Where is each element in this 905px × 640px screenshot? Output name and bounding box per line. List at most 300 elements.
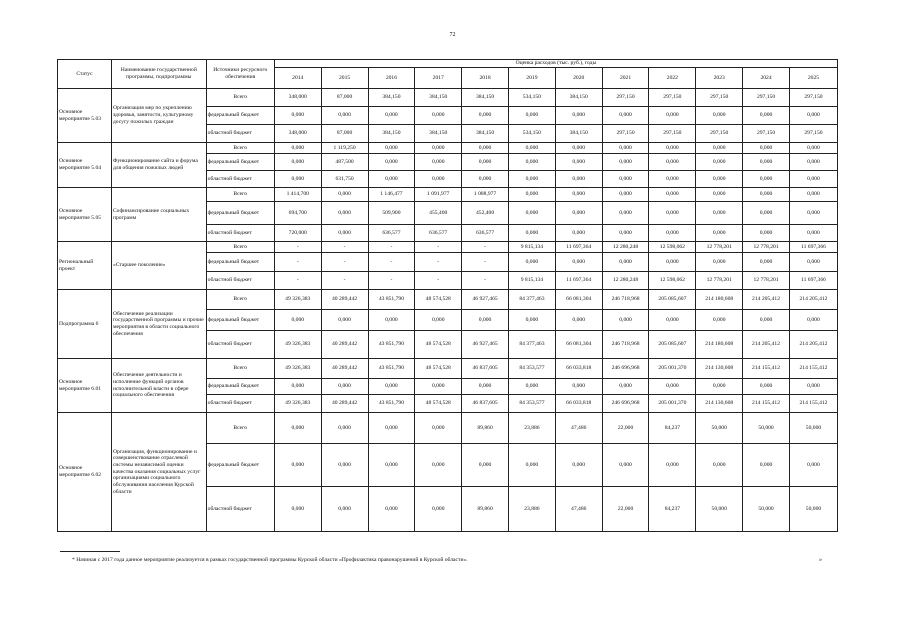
value-cell: 22,000 bbox=[602, 487, 649, 532]
value-cell: 0,000 bbox=[555, 107, 602, 125]
row-source: федеральный бюджет bbox=[206, 107, 274, 125]
table-row bbox=[58, 242, 838, 253]
value-cell: - bbox=[462, 253, 509, 272]
value-cell: 0,000 bbox=[602, 379, 649, 395]
value-cell: 0,000 bbox=[274, 487, 321, 532]
value-cell: 0,000 bbox=[321, 225, 368, 242]
value-cell: 0,000 bbox=[602, 310, 649, 331]
value-cell: 205 001,370 bbox=[649, 359, 696, 379]
value-cell: 0,000 bbox=[555, 444, 602, 487]
value-cell: 89,860 bbox=[462, 487, 509, 532]
value-cell: 297,150 bbox=[649, 89, 696, 107]
value-cell: 297,150 bbox=[789, 125, 837, 143]
value-cell: - bbox=[274, 272, 321, 290]
value-cell: 214 155,412 bbox=[743, 395, 790, 413]
value-cell: 0,000 bbox=[321, 379, 368, 395]
value-cell: 12 598,062 bbox=[649, 242, 696, 253]
value-cell: 0,000 bbox=[368, 310, 415, 331]
value-cell: 631,750 bbox=[321, 171, 368, 188]
value-cell: 246 696,968 bbox=[602, 395, 649, 413]
value-cell: 46 837,605 bbox=[462, 395, 509, 413]
value-cell: 384,150 bbox=[415, 89, 462, 107]
value-cell: 0,000 bbox=[696, 188, 743, 202]
value-cell: 384,150 bbox=[555, 125, 602, 143]
value-cell: - bbox=[274, 253, 321, 272]
row-name: Организация мер по укреплению здоровья, занятости, культурному досугу пожилых граждан bbox=[111, 89, 206, 143]
value-cell: 0,000 bbox=[274, 444, 321, 487]
value-cell: 348,000 bbox=[274, 125, 321, 143]
value-cell: 0,000 bbox=[696, 253, 743, 272]
row-status: Основное мероприятие 5.04 bbox=[58, 143, 112, 188]
row-source: Всего bbox=[206, 290, 274, 310]
value-cell: 0,000 bbox=[321, 487, 368, 532]
value-cell: 0,000 bbox=[508, 107, 555, 125]
year-header: 2024 bbox=[743, 68, 790, 89]
header-sources: Источники ресурсного обеспечения bbox=[206, 60, 274, 89]
footnote-end-mark: » bbox=[819, 557, 822, 563]
value-cell: 384,150 bbox=[368, 89, 415, 107]
value-cell: 0,000 bbox=[321, 188, 368, 202]
value-cell: 0,000 bbox=[696, 171, 743, 188]
value-cell: 246 718,968 bbox=[602, 290, 649, 310]
value-cell: - bbox=[368, 253, 415, 272]
row-source: Всего bbox=[206, 89, 274, 107]
value-cell: - bbox=[415, 253, 462, 272]
value-cell: 0,000 bbox=[555, 202, 602, 225]
value-cell: 46 927,465 bbox=[462, 331, 509, 359]
table-row bbox=[58, 143, 838, 154]
value-cell: 0,000 bbox=[368, 444, 415, 487]
value-cell: 0,000 bbox=[462, 379, 509, 395]
value-cell: 12 778,201 bbox=[696, 272, 743, 290]
value-cell: 0,000 bbox=[649, 154, 696, 171]
row-status: Основное мероприятие 5.03 bbox=[58, 89, 112, 143]
value-cell: 0,000 bbox=[649, 310, 696, 331]
value-cell: 0,000 bbox=[274, 154, 321, 171]
value-cell: 1 146,477 bbox=[368, 188, 415, 202]
value-cell: 205 085,607 bbox=[649, 331, 696, 359]
footnote: * Начиная с 2017 года данное мероприятие реализуется в рамках государственной программы Курской области «Профилактика правонарушений в Курской области». bbox=[72, 557, 468, 563]
value-cell: 0,000 bbox=[696, 379, 743, 395]
value-cell: 0,000 bbox=[415, 413, 462, 444]
value-cell: 0,000 bbox=[321, 202, 368, 225]
page-number: 72 bbox=[449, 32, 456, 38]
value-cell: 0,000 bbox=[555, 379, 602, 395]
row-source: областной бюджет bbox=[206, 395, 274, 413]
value-cell: 40 289,442 bbox=[321, 395, 368, 413]
value-cell: 0,000 bbox=[743, 107, 790, 125]
value-cell: 0,000 bbox=[555, 171, 602, 188]
value-cell: 0,000 bbox=[462, 107, 509, 125]
row-source: областной бюджет bbox=[206, 225, 274, 242]
value-cell: 0,000 bbox=[789, 188, 837, 202]
value-cell: 214 180,608 bbox=[696, 290, 743, 310]
value-cell: 297,150 bbox=[602, 89, 649, 107]
value-cell: 0,000 bbox=[602, 143, 649, 154]
value-cell: 1 088,977 bbox=[462, 188, 509, 202]
value-cell: 48 574,528 bbox=[415, 331, 462, 359]
value-cell: 509,900 bbox=[368, 202, 415, 225]
row-source: федеральный бюджет bbox=[206, 310, 274, 331]
value-cell: 12 280,248 bbox=[602, 272, 649, 290]
value-cell: 0,000 bbox=[555, 154, 602, 171]
value-cell: 50,000 bbox=[696, 413, 743, 444]
year-header: 2014 bbox=[274, 68, 321, 89]
value-cell: 46 837,605 bbox=[462, 359, 509, 379]
value-cell: 214 130,608 bbox=[696, 359, 743, 379]
value-cell: 0,000 bbox=[368, 413, 415, 444]
value-cell: 0,000 bbox=[602, 188, 649, 202]
value-cell: 0,000 bbox=[555, 253, 602, 272]
value-cell: 0,000 bbox=[649, 202, 696, 225]
value-cell: 50,000 bbox=[696, 487, 743, 532]
value-cell: 0,000 bbox=[649, 171, 696, 188]
value-cell: 384,150 bbox=[462, 125, 509, 143]
value-cell: 50,000 bbox=[743, 487, 790, 532]
value-cell: 0,000 bbox=[462, 143, 509, 154]
value-cell: 636,577 bbox=[462, 225, 509, 242]
value-cell: 214 180,608 bbox=[696, 331, 743, 359]
value-cell: 0,000 bbox=[649, 143, 696, 154]
value-cell: 384,150 bbox=[415, 125, 462, 143]
table-row bbox=[58, 188, 838, 202]
value-cell: 49 326,383 bbox=[274, 331, 321, 359]
value-cell: 246 696,968 bbox=[602, 359, 649, 379]
year-header: 2020 bbox=[555, 68, 602, 89]
value-cell: 452,400 bbox=[462, 202, 509, 225]
value-cell: 9 815,134 bbox=[508, 242, 555, 253]
value-cell: 84 353,577 bbox=[508, 359, 555, 379]
value-cell: 0,000 bbox=[789, 310, 837, 331]
value-cell: 214 205,412 bbox=[789, 331, 837, 359]
row-name: Организация, функционирование и совершенствование отраслевой системы независимой оценки качества оказания социальных услуг организациями социального обслуживания населения Курской области bbox=[111, 413, 206, 532]
value-cell: 40 289,442 bbox=[321, 331, 368, 359]
value-cell: 0,000 bbox=[368, 171, 415, 188]
value-cell: 297,150 bbox=[696, 89, 743, 107]
value-cell: 0,000 bbox=[743, 154, 790, 171]
expenditure-table bbox=[57, 59, 838, 532]
value-cell: 43 851,790 bbox=[368, 331, 415, 359]
row-source: Всего bbox=[206, 188, 274, 202]
row-name: «Старшее поколение» bbox=[111, 242, 206, 290]
value-cell: 0,000 bbox=[789, 225, 837, 242]
value-cell: 0,000 bbox=[415, 310, 462, 331]
value-cell: 0,000 bbox=[555, 143, 602, 154]
value-cell: 0,000 bbox=[415, 107, 462, 125]
row-source: областной бюджет bbox=[206, 171, 274, 188]
value-cell: 0,000 bbox=[508, 154, 555, 171]
value-cell: 0,000 bbox=[274, 413, 321, 444]
row-source: федеральный бюджет bbox=[206, 444, 274, 487]
value-cell: - bbox=[462, 242, 509, 253]
value-cell: 384,150 bbox=[368, 125, 415, 143]
value-cell: 0,000 bbox=[321, 310, 368, 331]
value-cell: 636,577 bbox=[415, 225, 462, 242]
value-cell: 534,150 bbox=[508, 125, 555, 143]
value-cell: 12 598,062 bbox=[649, 272, 696, 290]
value-cell: 0,000 bbox=[508, 143, 555, 154]
row-source: федеральный бюджет bbox=[206, 379, 274, 395]
value-cell: 205 085,607 bbox=[649, 290, 696, 310]
value-cell: 0,000 bbox=[602, 202, 649, 225]
value-cell: 0,000 bbox=[415, 444, 462, 487]
value-cell: 0,000 bbox=[555, 310, 602, 331]
value-cell: 0,000 bbox=[462, 310, 509, 331]
year-header: 2018 bbox=[462, 68, 509, 89]
value-cell: 0,000 bbox=[789, 202, 837, 225]
header-name: Наименование государственной программы, подпрограммы bbox=[111, 60, 206, 89]
value-cell: 0,000 bbox=[743, 202, 790, 225]
value-cell: 0,000 bbox=[789, 444, 837, 487]
value-cell: 47,486 bbox=[555, 413, 602, 444]
value-cell: 0,000 bbox=[743, 444, 790, 487]
value-cell: 205 001,370 bbox=[649, 395, 696, 413]
value-cell: 0,000 bbox=[696, 310, 743, 331]
value-cell: 84 377,463 bbox=[508, 331, 555, 359]
value-cell: 0,000 bbox=[743, 379, 790, 395]
value-cell: 1 119,250 bbox=[321, 143, 368, 154]
year-header: 2015 bbox=[321, 68, 368, 89]
value-cell: - bbox=[415, 272, 462, 290]
value-cell: 214 205,412 bbox=[743, 331, 790, 359]
value-cell: 40 289,442 bbox=[321, 290, 368, 310]
row-status: Основное мероприятие 6.02 bbox=[58, 413, 112, 532]
table-row bbox=[58, 290, 838, 310]
value-cell: 9 815,134 bbox=[508, 272, 555, 290]
value-cell: 0,000 bbox=[368, 487, 415, 532]
value-cell: 297,150 bbox=[789, 89, 837, 107]
value-cell: 43 851,790 bbox=[368, 359, 415, 379]
value-cell: 0,000 bbox=[602, 171, 649, 188]
year-header: 2025 bbox=[789, 68, 837, 89]
value-cell: 0,000 bbox=[508, 444, 555, 487]
value-cell: 0,000 bbox=[508, 379, 555, 395]
value-cell: 0,000 bbox=[321, 413, 368, 444]
value-cell: 636,577 bbox=[368, 225, 415, 242]
value-cell: 11 697,364 bbox=[555, 242, 602, 253]
value-cell: 297,150 bbox=[743, 89, 790, 107]
value-cell: 1 414,700 bbox=[274, 188, 321, 202]
value-cell: 694,700 bbox=[274, 202, 321, 225]
value-cell: 384,150 bbox=[462, 89, 509, 107]
value-cell: 0,000 bbox=[602, 444, 649, 487]
value-cell: 534,150 bbox=[508, 89, 555, 107]
value-cell: 22,000 bbox=[602, 413, 649, 444]
table-row bbox=[58, 359, 838, 379]
row-source: областной бюджет bbox=[206, 487, 274, 532]
value-cell: 0,000 bbox=[696, 107, 743, 125]
value-cell: 0,000 bbox=[743, 171, 790, 188]
value-cell: 11 697,364 bbox=[555, 272, 602, 290]
value-cell: 246 718,968 bbox=[602, 331, 649, 359]
value-cell: 0,000 bbox=[743, 225, 790, 242]
row-status: Региональный проект bbox=[58, 242, 112, 290]
row-source: федеральный бюджет bbox=[206, 253, 274, 272]
value-cell: 487,500 bbox=[321, 154, 368, 171]
value-cell: 0,000 bbox=[696, 202, 743, 225]
value-cell: 214 155,412 bbox=[743, 359, 790, 379]
value-cell: 0,000 bbox=[602, 107, 649, 125]
value-cell: 48 574,528 bbox=[415, 290, 462, 310]
value-cell: 50,000 bbox=[789, 413, 837, 444]
row-status: Подпрограмма 6 bbox=[58, 290, 112, 359]
value-cell: - bbox=[368, 242, 415, 253]
value-cell: 0,000 bbox=[696, 154, 743, 171]
value-cell: 0,000 bbox=[743, 188, 790, 202]
value-cell: 0,000 bbox=[743, 310, 790, 331]
value-cell: 0,000 bbox=[368, 107, 415, 125]
row-source: областной бюджет bbox=[206, 125, 274, 143]
value-cell: 43 851,790 bbox=[368, 395, 415, 413]
value-cell: 0,000 bbox=[602, 225, 649, 242]
value-cell: 0,000 bbox=[696, 143, 743, 154]
value-cell: 0,000 bbox=[274, 143, 321, 154]
value-cell: 66 081,304 bbox=[555, 290, 602, 310]
value-cell: 50,000 bbox=[789, 487, 837, 532]
value-cell: 214 155,412 bbox=[789, 395, 837, 413]
value-cell: 0,000 bbox=[696, 225, 743, 242]
value-cell: 87,000 bbox=[321, 125, 368, 143]
value-cell: 0,000 bbox=[415, 487, 462, 532]
value-cell: 348,000 bbox=[274, 89, 321, 107]
header-status: Статус bbox=[58, 60, 112, 89]
value-cell: 0,000 bbox=[649, 188, 696, 202]
value-cell: 0,000 bbox=[508, 188, 555, 202]
value-cell: 0,000 bbox=[321, 444, 368, 487]
value-cell: 384,150 bbox=[555, 89, 602, 107]
value-cell: - bbox=[321, 272, 368, 290]
value-cell: 0,000 bbox=[555, 225, 602, 242]
value-cell: 0,000 bbox=[649, 107, 696, 125]
year-header: 2017 bbox=[415, 68, 462, 89]
value-cell: 84,237 bbox=[649, 413, 696, 444]
value-cell: 0,000 bbox=[789, 154, 837, 171]
value-cell: 0,000 bbox=[415, 379, 462, 395]
value-cell: 0,000 bbox=[649, 379, 696, 395]
row-name: Функционирование сайта и форума для общения пожилых людей bbox=[111, 143, 206, 188]
value-cell: 0,000 bbox=[696, 444, 743, 487]
value-cell: 0,000 bbox=[649, 253, 696, 272]
value-cell: 0,000 bbox=[415, 154, 462, 171]
value-cell: - bbox=[368, 272, 415, 290]
table-row bbox=[58, 89, 838, 107]
value-cell: 84 353,577 bbox=[508, 395, 555, 413]
year-header: 2016 bbox=[368, 68, 415, 89]
value-cell: - bbox=[462, 272, 509, 290]
value-cell: 66 081,304 bbox=[555, 331, 602, 359]
value-cell: 89,860 bbox=[462, 413, 509, 444]
value-cell: 0,000 bbox=[368, 154, 415, 171]
value-cell: 0,000 bbox=[789, 171, 837, 188]
value-cell: 0,000 bbox=[602, 253, 649, 272]
year-header: 2021 bbox=[602, 68, 649, 89]
value-cell: - bbox=[274, 242, 321, 253]
value-cell: 0,000 bbox=[415, 171, 462, 188]
value-cell: 0,000 bbox=[508, 202, 555, 225]
value-cell: 0,000 bbox=[508, 310, 555, 331]
value-cell: 48 574,528 bbox=[415, 395, 462, 413]
value-cell: 49 326,383 bbox=[274, 290, 321, 310]
value-cell: 0,000 bbox=[321, 107, 368, 125]
value-cell: 0,000 bbox=[789, 253, 837, 272]
year-header: 2019 bbox=[508, 68, 555, 89]
value-cell: 12 280,248 bbox=[602, 242, 649, 253]
value-cell: 297,150 bbox=[649, 125, 696, 143]
value-cell: 12 778,201 bbox=[696, 242, 743, 253]
value-cell: 0,000 bbox=[743, 143, 790, 154]
value-cell: 0,000 bbox=[462, 444, 509, 487]
value-cell: 0,000 bbox=[649, 444, 696, 487]
value-cell: 23,886 bbox=[508, 487, 555, 532]
row-name: Обеспечение реализации государственной программы и прочие мероприятия в области социального обеспечения bbox=[111, 290, 206, 359]
value-cell: 0,000 bbox=[789, 107, 837, 125]
row-name: Софинансирование социальных программ bbox=[111, 188, 206, 242]
footnote-rule bbox=[60, 551, 120, 552]
row-source: областной бюджет bbox=[206, 272, 274, 290]
value-cell: 1 091,977 bbox=[415, 188, 462, 202]
value-cell: 297,150 bbox=[743, 125, 790, 143]
value-cell: 12 778,201 bbox=[743, 272, 790, 290]
value-cell: 720,000 bbox=[274, 225, 321, 242]
value-cell: - bbox=[321, 253, 368, 272]
value-cell: 214 130,608 bbox=[696, 395, 743, 413]
row-source: Всего bbox=[206, 143, 274, 154]
value-cell: 214 205,412 bbox=[743, 290, 790, 310]
value-cell: 66 033,818 bbox=[555, 395, 602, 413]
year-header: 2023 bbox=[696, 68, 743, 89]
value-cell: 0,000 bbox=[462, 154, 509, 171]
value-cell: - bbox=[415, 242, 462, 253]
value-cell: 0,000 bbox=[649, 225, 696, 242]
value-cell: 49 326,383 bbox=[274, 359, 321, 379]
value-cell: 0,000 bbox=[274, 107, 321, 125]
value-cell: 49 326,383 bbox=[274, 395, 321, 413]
value-cell: 48 574,528 bbox=[415, 359, 462, 379]
year-header: 2022 bbox=[649, 68, 696, 89]
value-cell: 0,000 bbox=[602, 154, 649, 171]
value-cell: 0,000 bbox=[508, 253, 555, 272]
value-cell: 0,000 bbox=[274, 379, 321, 395]
value-cell: 0,000 bbox=[508, 171, 555, 188]
row-status: Основное мероприятие 6.01 bbox=[58, 359, 112, 413]
table-row bbox=[58, 413, 838, 444]
value-cell: 0,000 bbox=[368, 143, 415, 154]
value-cell: 0,000 bbox=[274, 171, 321, 188]
value-cell: 84,237 bbox=[649, 487, 696, 532]
row-source: областной бюджет bbox=[206, 331, 274, 359]
value-cell: 0,000 bbox=[368, 379, 415, 395]
row-name: Обеспечение деятельности и исполнение функций органов исполнительной власти в сфере социального обеспечения bbox=[111, 359, 206, 413]
value-cell: 214 155,412 bbox=[789, 359, 837, 379]
value-cell: 11 697,366 bbox=[789, 272, 837, 290]
value-cell: - bbox=[321, 242, 368, 253]
value-cell: 50,000 bbox=[743, 413, 790, 444]
value-cell: 297,150 bbox=[696, 125, 743, 143]
value-cell: 84 377,463 bbox=[508, 290, 555, 310]
value-cell: 0,000 bbox=[555, 188, 602, 202]
value-cell: 455,400 bbox=[415, 202, 462, 225]
value-cell: 0,000 bbox=[789, 143, 837, 154]
row-source: Всего bbox=[206, 413, 274, 444]
value-cell: 87,000 bbox=[321, 89, 368, 107]
value-cell: 12 778,201 bbox=[743, 242, 790, 253]
row-status: Основное мероприятие 5.05 bbox=[58, 188, 112, 242]
row-source: федеральный бюджет bbox=[206, 154, 274, 171]
value-cell: 0,000 bbox=[789, 379, 837, 395]
value-cell: 0,000 bbox=[415, 143, 462, 154]
row-source: Всего bbox=[206, 359, 274, 379]
value-cell: 47,486 bbox=[555, 487, 602, 532]
